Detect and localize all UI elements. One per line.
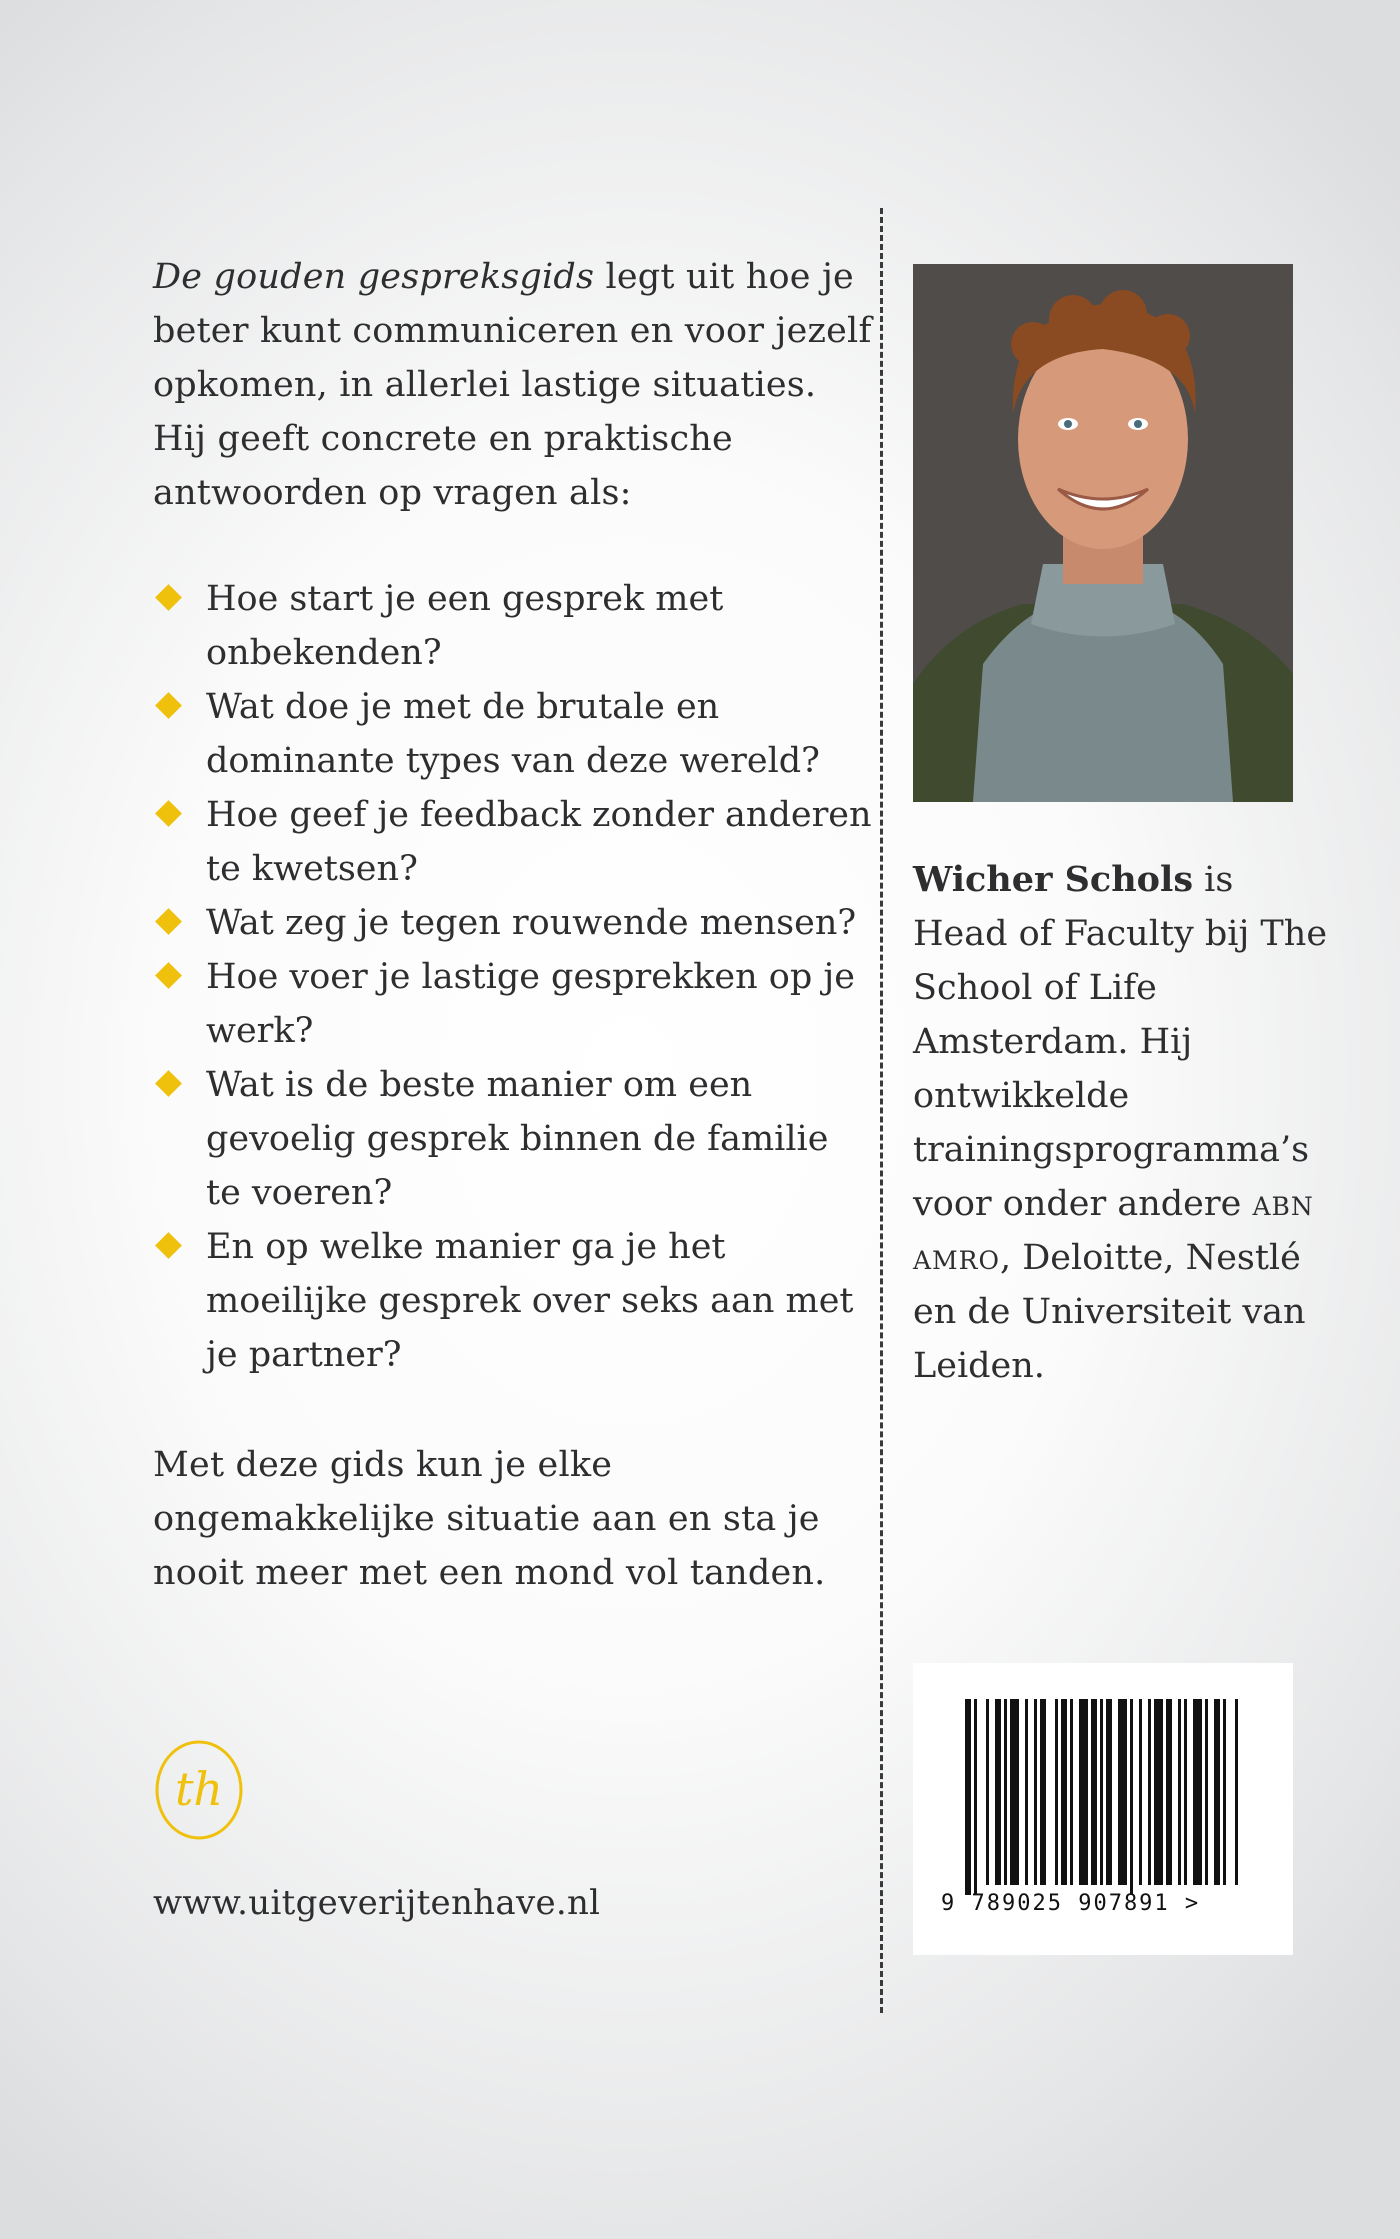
barcode-bar xyxy=(1148,1699,1151,1885)
blurb-column xyxy=(153,250,873,1600)
barcode-bar xyxy=(1055,1699,1058,1885)
question-list xyxy=(153,572,873,1382)
diamond-bullet-icon xyxy=(155,1232,182,1259)
barcode-bar xyxy=(1040,1699,1046,1885)
barcode-bar xyxy=(1070,1699,1073,1885)
barcode-bar xyxy=(1061,1699,1067,1885)
barcode-bar xyxy=(1100,1699,1103,1885)
list-item: Hoe voer je lastige gesprekken op je werk? xyxy=(153,950,873,1058)
diamond-bullet-icon xyxy=(155,1070,182,1097)
barcode-bar xyxy=(1091,1699,1097,1885)
list-item: En op welke manier ga je het moeilijke gesprek over seks aan met je partner? xyxy=(153,1220,873,1382)
barcode-bar xyxy=(1118,1699,1127,1885)
isbn-number: 9 789025 907891 > xyxy=(941,1891,1201,1916)
author-portrait-icon xyxy=(913,264,1293,802)
list-item: Hoe geef je feedback zonder anderen te kwetsen? xyxy=(153,788,873,896)
diamond-bullet-icon xyxy=(155,908,182,935)
barcode-bar xyxy=(986,1699,989,1885)
list-item: Wat zeg je tegen rouwende mensen? xyxy=(153,896,873,950)
diamond-bullet-icon xyxy=(155,692,182,719)
book-title: De gouden gespreksgids xyxy=(153,257,595,297)
barcode-bar xyxy=(1205,1699,1208,1885)
list-item: Wat is de beste manier om een gevoelig gesprek binnen de familie te voeren? xyxy=(153,1058,873,1220)
author-photo xyxy=(913,264,1293,802)
author-name: Wicher Schols xyxy=(913,859,1194,900)
author-bio: Wicher Schols is Head of Faculty bij The School of Life Amsterdam. Hij ontwikkelde trainingsprogramma’s voor onder andere abn amro, Deloitte, Nestlé en de Universiteit van Leiden. xyxy=(913,859,1328,1386)
list-item: Hoe start je een gesprek met onbekenden? xyxy=(153,572,873,680)
barcode-bar xyxy=(1025,1699,1028,1885)
barcode-bar xyxy=(1139,1699,1142,1885)
barcode-bar xyxy=(1079,1699,1088,1885)
barcode-bar xyxy=(1223,1699,1226,1885)
diamond-bullet-icon xyxy=(155,962,182,989)
dashed-divider xyxy=(880,208,883,2013)
barcode-bar xyxy=(1106,1699,1112,1885)
barcode-bar xyxy=(1166,1699,1172,1885)
barcode-bar xyxy=(1130,1699,1133,1895)
diamond-bullet-icon xyxy=(155,800,182,827)
client-abn-amro: abn amro xyxy=(913,1184,1314,1278)
intro-paragraph xyxy=(153,250,873,520)
barcode-bar xyxy=(1154,1699,1163,1885)
barcode-bar xyxy=(995,1699,1001,1885)
isbn-barcode xyxy=(913,1663,1293,1955)
barcode-bar xyxy=(1184,1699,1187,1885)
barcode-bar xyxy=(1178,1699,1181,1885)
barcode-bar xyxy=(965,1699,971,1895)
barcode-bar xyxy=(1214,1699,1220,1885)
outro-paragraph: Met deze gids kun je elke ongemakkelijke situatie aan en sta je nooit meer met een mond vol tanden. xyxy=(153,1445,826,1593)
publisher-url[interactable]: www.uitgeverijtenhave.nl xyxy=(153,1883,601,1923)
intro-text: legt uit hoe je beter kunt communiceren en voor jezelf opkomen, in allerlei lastige situaties. Hij geeft concrete en praktische antwoorden op vragen als: xyxy=(153,257,872,513)
logo-text: th xyxy=(174,1762,224,1816)
publisher-logo-icon xyxy=(152,1735,246,1845)
barcode-bar xyxy=(1034,1699,1037,1885)
barcode-bar xyxy=(1004,1699,1007,1885)
barcode-bar xyxy=(1235,1699,1238,1885)
barcode-bar xyxy=(1010,1699,1019,1885)
barcode-bar xyxy=(1193,1699,1202,1885)
barcode-bar xyxy=(974,1699,977,1895)
diamond-bullet-icon xyxy=(155,584,182,611)
list-item: Wat doe je met de brutale en dominante types van deze wereld? xyxy=(153,680,873,788)
